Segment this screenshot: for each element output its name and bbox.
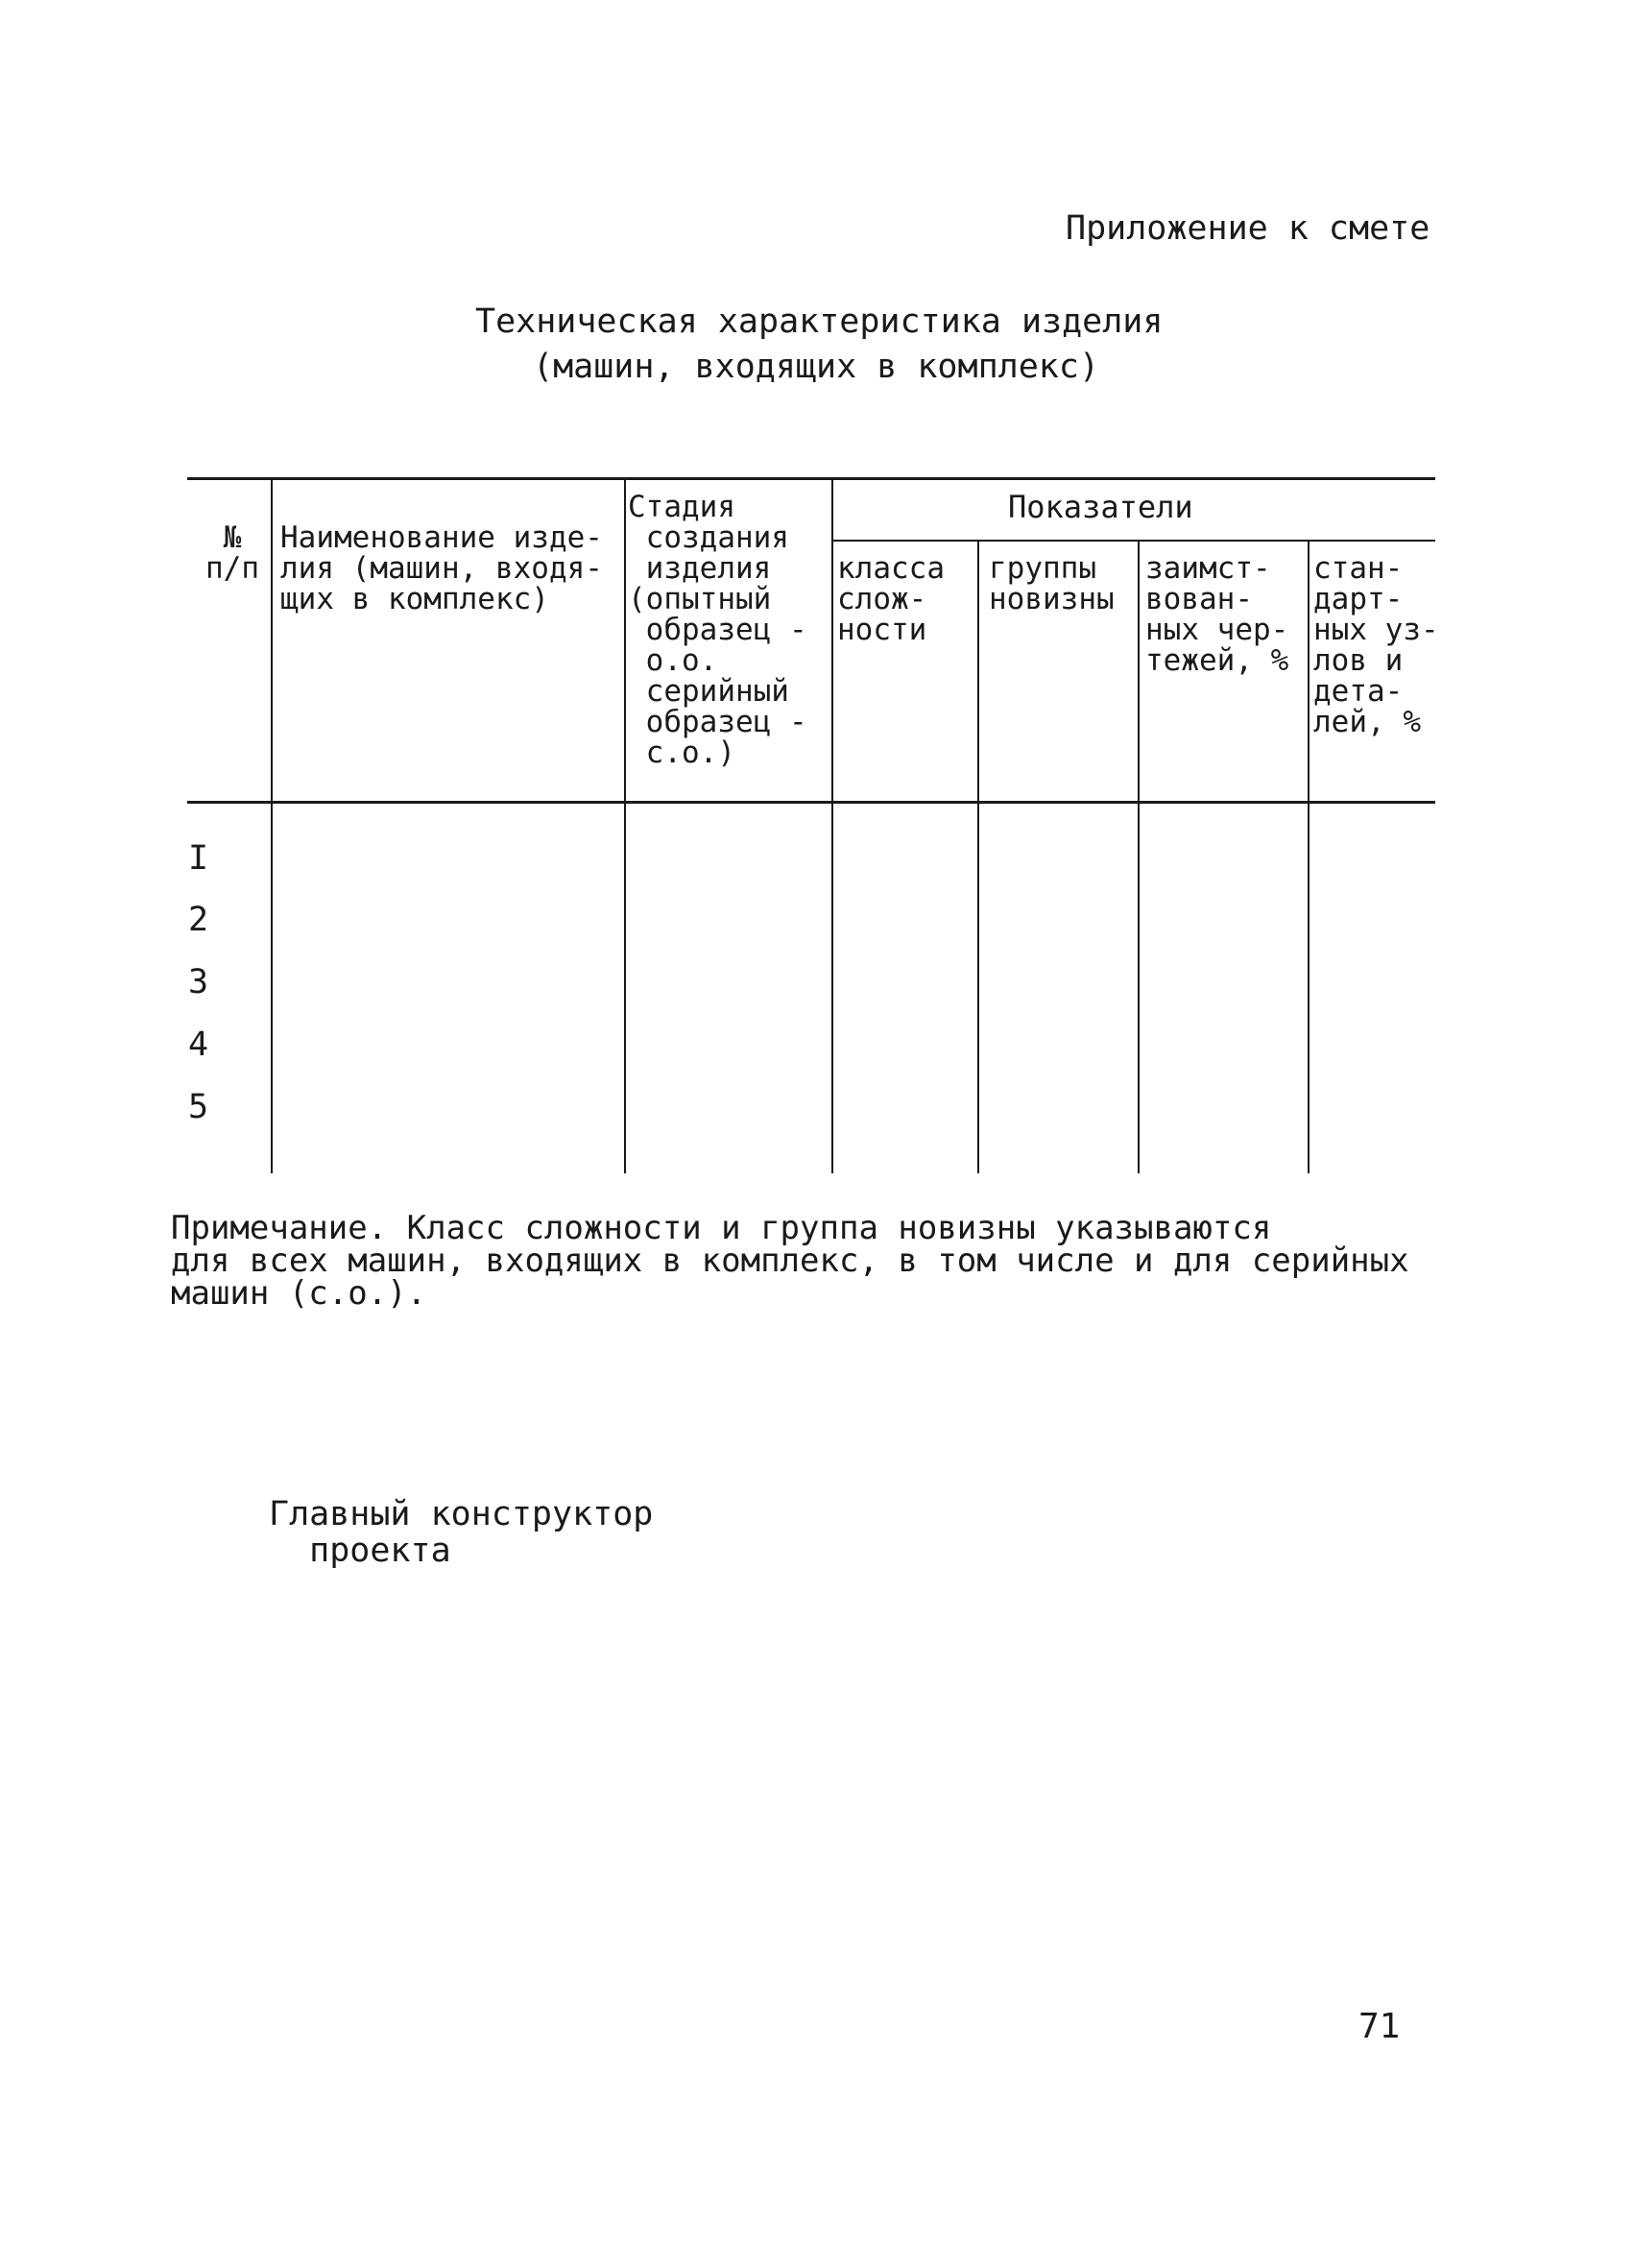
row-number-2: 2 — [188, 901, 209, 939]
appendix-label: Приложение к смете — [1066, 209, 1430, 248]
row-number-4: 4 — [188, 1025, 209, 1064]
header-number: № п/п — [205, 520, 259, 586]
row-number-1: I — [188, 839, 209, 878]
column-divider-1 — [271, 479, 273, 1173]
column-divider-2 — [624, 479, 626, 1173]
header-complexity: класса слож- ности — [837, 551, 945, 647]
header-stage: Стадия создания изделия (опытный образец - о.о. серийный образец - с.о.) — [628, 490, 807, 770]
note-text: Примечание. Класс сложности и группа новизны указываются для всех машин, входящих в комплекс, в том числе и для серийных машин (с.о.). — [171, 1209, 1409, 1313]
column-divider-5 — [1138, 541, 1140, 1173]
column-divider-3 — [831, 479, 833, 1173]
table-top-rule — [187, 477, 1435, 480]
indicators-sub-rule — [833, 540, 1435, 542]
document-subtitle: (машин, входящих в комплекс) — [533, 348, 1100, 386]
header-name: Наименование изде- лия (машин, входя- щих в комплекс) — [280, 520, 603, 616]
header-standard: стан- дарт- ных уз- лов и дета- лей, % — [1313, 551, 1439, 739]
column-divider-6 — [1308, 541, 1310, 1173]
column-divider-4 — [977, 541, 979, 1173]
header-indicators: Показатели — [1008, 489, 1193, 525]
row-number-3: 3 — [188, 963, 209, 1001]
row-number-5: 5 — [188, 1088, 209, 1126]
header-borrowed: заимст- вован- ных чер- тежей, % — [1145, 551, 1289, 678]
document-title: Техническая характеристика изделия — [475, 302, 1164, 341]
header-novelty: группы новизны — [989, 551, 1115, 616]
page-number: 71 — [1358, 2007, 1401, 2046]
signature-block: Главный конструктор проекта — [269, 1495, 654, 1570]
header-bottom-rule — [187, 801, 1435, 804]
